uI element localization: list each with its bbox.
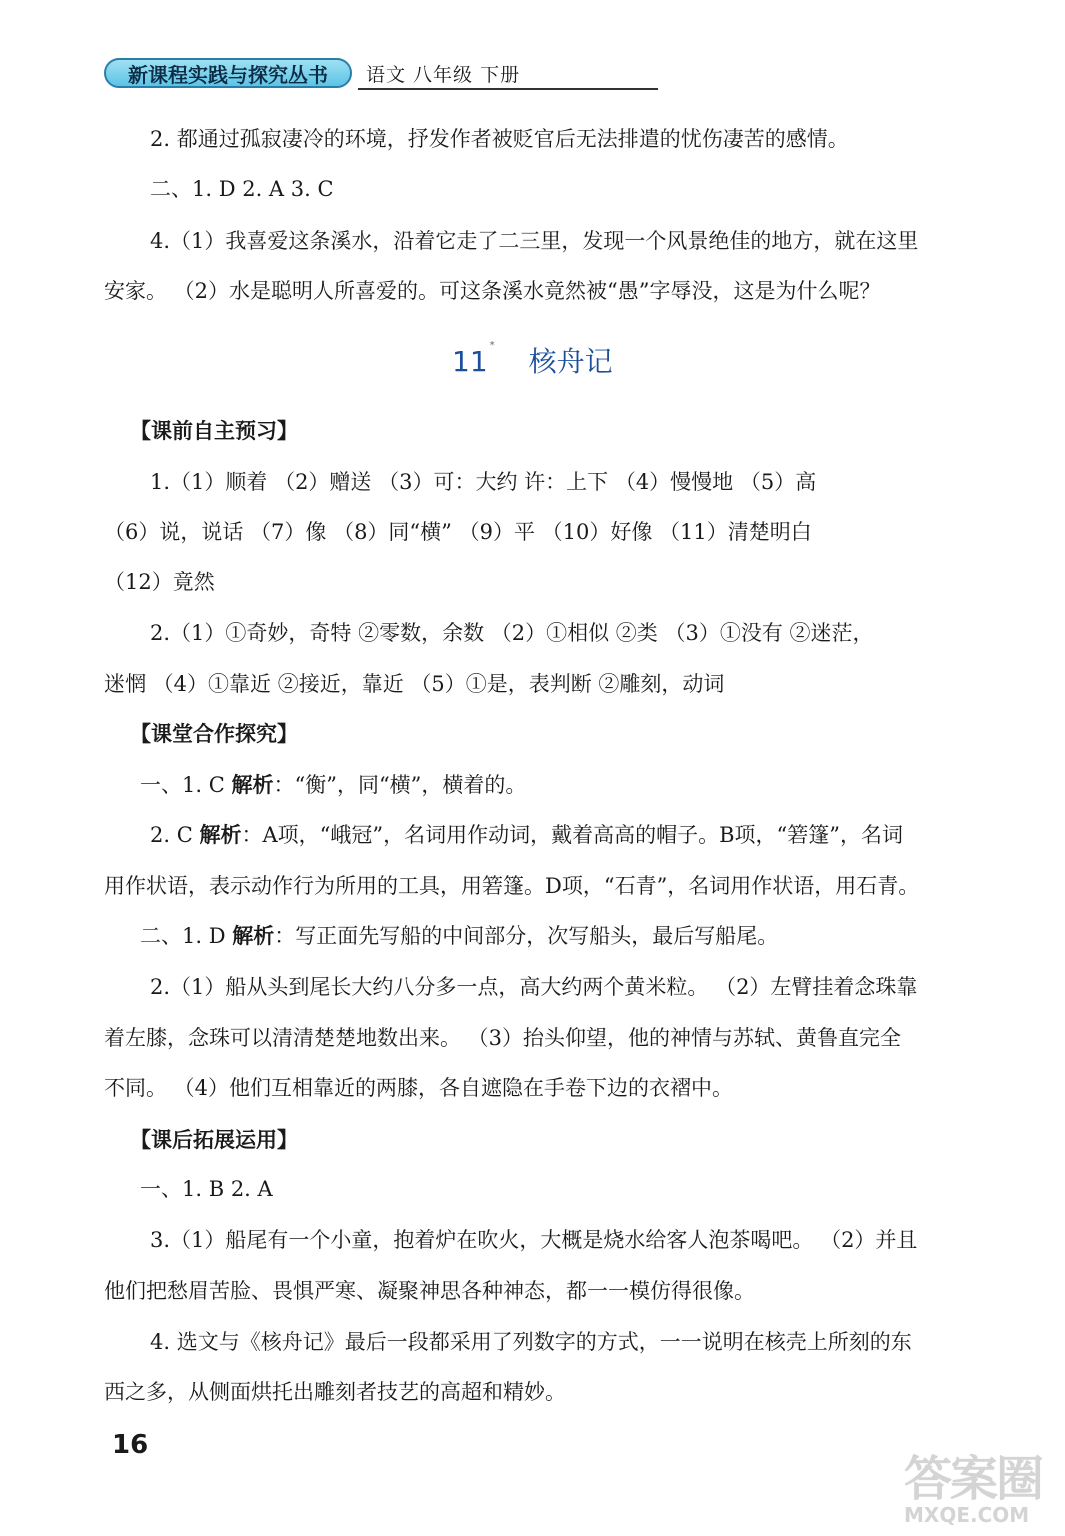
page-header [104, 58, 556, 90]
answer-line: 2.（1）①奇妙，奇特 ②零数，余数 （2）①相似 ②类 （3）①没有 ②迷茫， [150, 621, 874, 645]
watermark-text: 答案圈 [904, 1451, 1043, 1507]
answer-line: 二、1. D 2. A 3. C [150, 177, 334, 201]
lesson-name: 核舟记 [528, 345, 613, 378]
answer-line: 不同。 （4）他们互相靠近的两膝，各自遮隐在手卷下边的衣褶中。 [104, 1076, 734, 1100]
answer-line: 着左膝，念珠可以清清楚楚地数出来。 （3）抬头仰望，他的神情与苏轼、黄鲁直完全 [104, 1026, 902, 1050]
answer-line: 西之多，从侧面烘托出雕刻者技艺的高超和精妙。 [104, 1380, 566, 1404]
watermark-logo [904, 1440, 1054, 1532]
lesson-number: 11 * [452, 340, 495, 378]
section-heading: 【课后拓展运用】 [130, 1127, 298, 1152]
answer-line: 2. C 解析：A项，“峨冠”，名词用作动词，戴着高高的帽子。B项，“箬篷”，名词 [150, 822, 904, 847]
answer-line: （12）竟然 [104, 570, 215, 594]
answer-line: （6）说，说话 （7）像 （8）同“横” （9）平 （10）好像 （11）清楚明白 [104, 520, 812, 544]
answer-line: 一、1. C 解析：“衡”，同“横”，横着的。 [140, 772, 527, 797]
answer-line: 用作状语，表示动作行为所用的工具，用箬篷。D项，“石青”，名词用作状语，用石青。 [104, 874, 920, 898]
section-heading: 【课前自主预习】 [130, 418, 298, 443]
header-rule [358, 88, 658, 90]
answer-line: 4.（1）我喜爱这条溪水，沿着它走了二三里，发现一个风景绝佳的地方，就在这里 [150, 229, 919, 253]
page-number: 16 [112, 1430, 149, 1460]
section-heading: 【课堂合作探究】 [130, 721, 298, 746]
answer-line: 二、1. D 解析：写正面先写船的中间部分，次写船头，最后写船尾。 [140, 923, 779, 948]
answer-line: 他们把愁眉苦脸、畏惧严寒、凝聚神思各种神态，都一一模仿得很像。 [104, 1279, 755, 1303]
subject-grade: 语文 八年级 下册 [366, 64, 521, 86]
answer-line: 4. 选文与《核舟记》最后一段都采用了列数字的方式，一一说明在核壳上所刻的东 [150, 1330, 912, 1354]
series-title: 新课程实践与探究丛书 [104, 58, 352, 88]
answer-line: 2. 都通过孤寂凄冷的环境，抒发作者被贬官后无法排遣的忧伤凄苦的感情。 [150, 127, 849, 151]
answer-line: 2.（1）船从头到尾长大约八分多一点，高大约两个黄米粒。 （2）左臂挂着念珠靠 [150, 975, 918, 999]
watermark-url: MXQE.COM [904, 1503, 1030, 1527]
lesson-title [452, 340, 613, 380]
answer-line: 一、1. B 2. A [140, 1177, 273, 1201]
answer-line: 3.（1）船尾有一个小童，抱着炉在吹火，大概是烧水给客人泡茶喝吧。 （2）并且 [150, 1228, 918, 1252]
answer-line: 迷惘 （4）①靠近 ②接近，靠近 （5）①是，表判断 ②雕刻，动词 [104, 672, 725, 696]
answer-line: 安家。 （2）水是聪明人所喜爱的。可这条溪水竟然被“愚”字辱没，这是为什么呢？ [104, 279, 881, 303]
answer-line: 1.（1）顺着 （2）赠送 （3）可：大约 许：上下 （4）慢慢地 （5）高 [150, 470, 817, 494]
